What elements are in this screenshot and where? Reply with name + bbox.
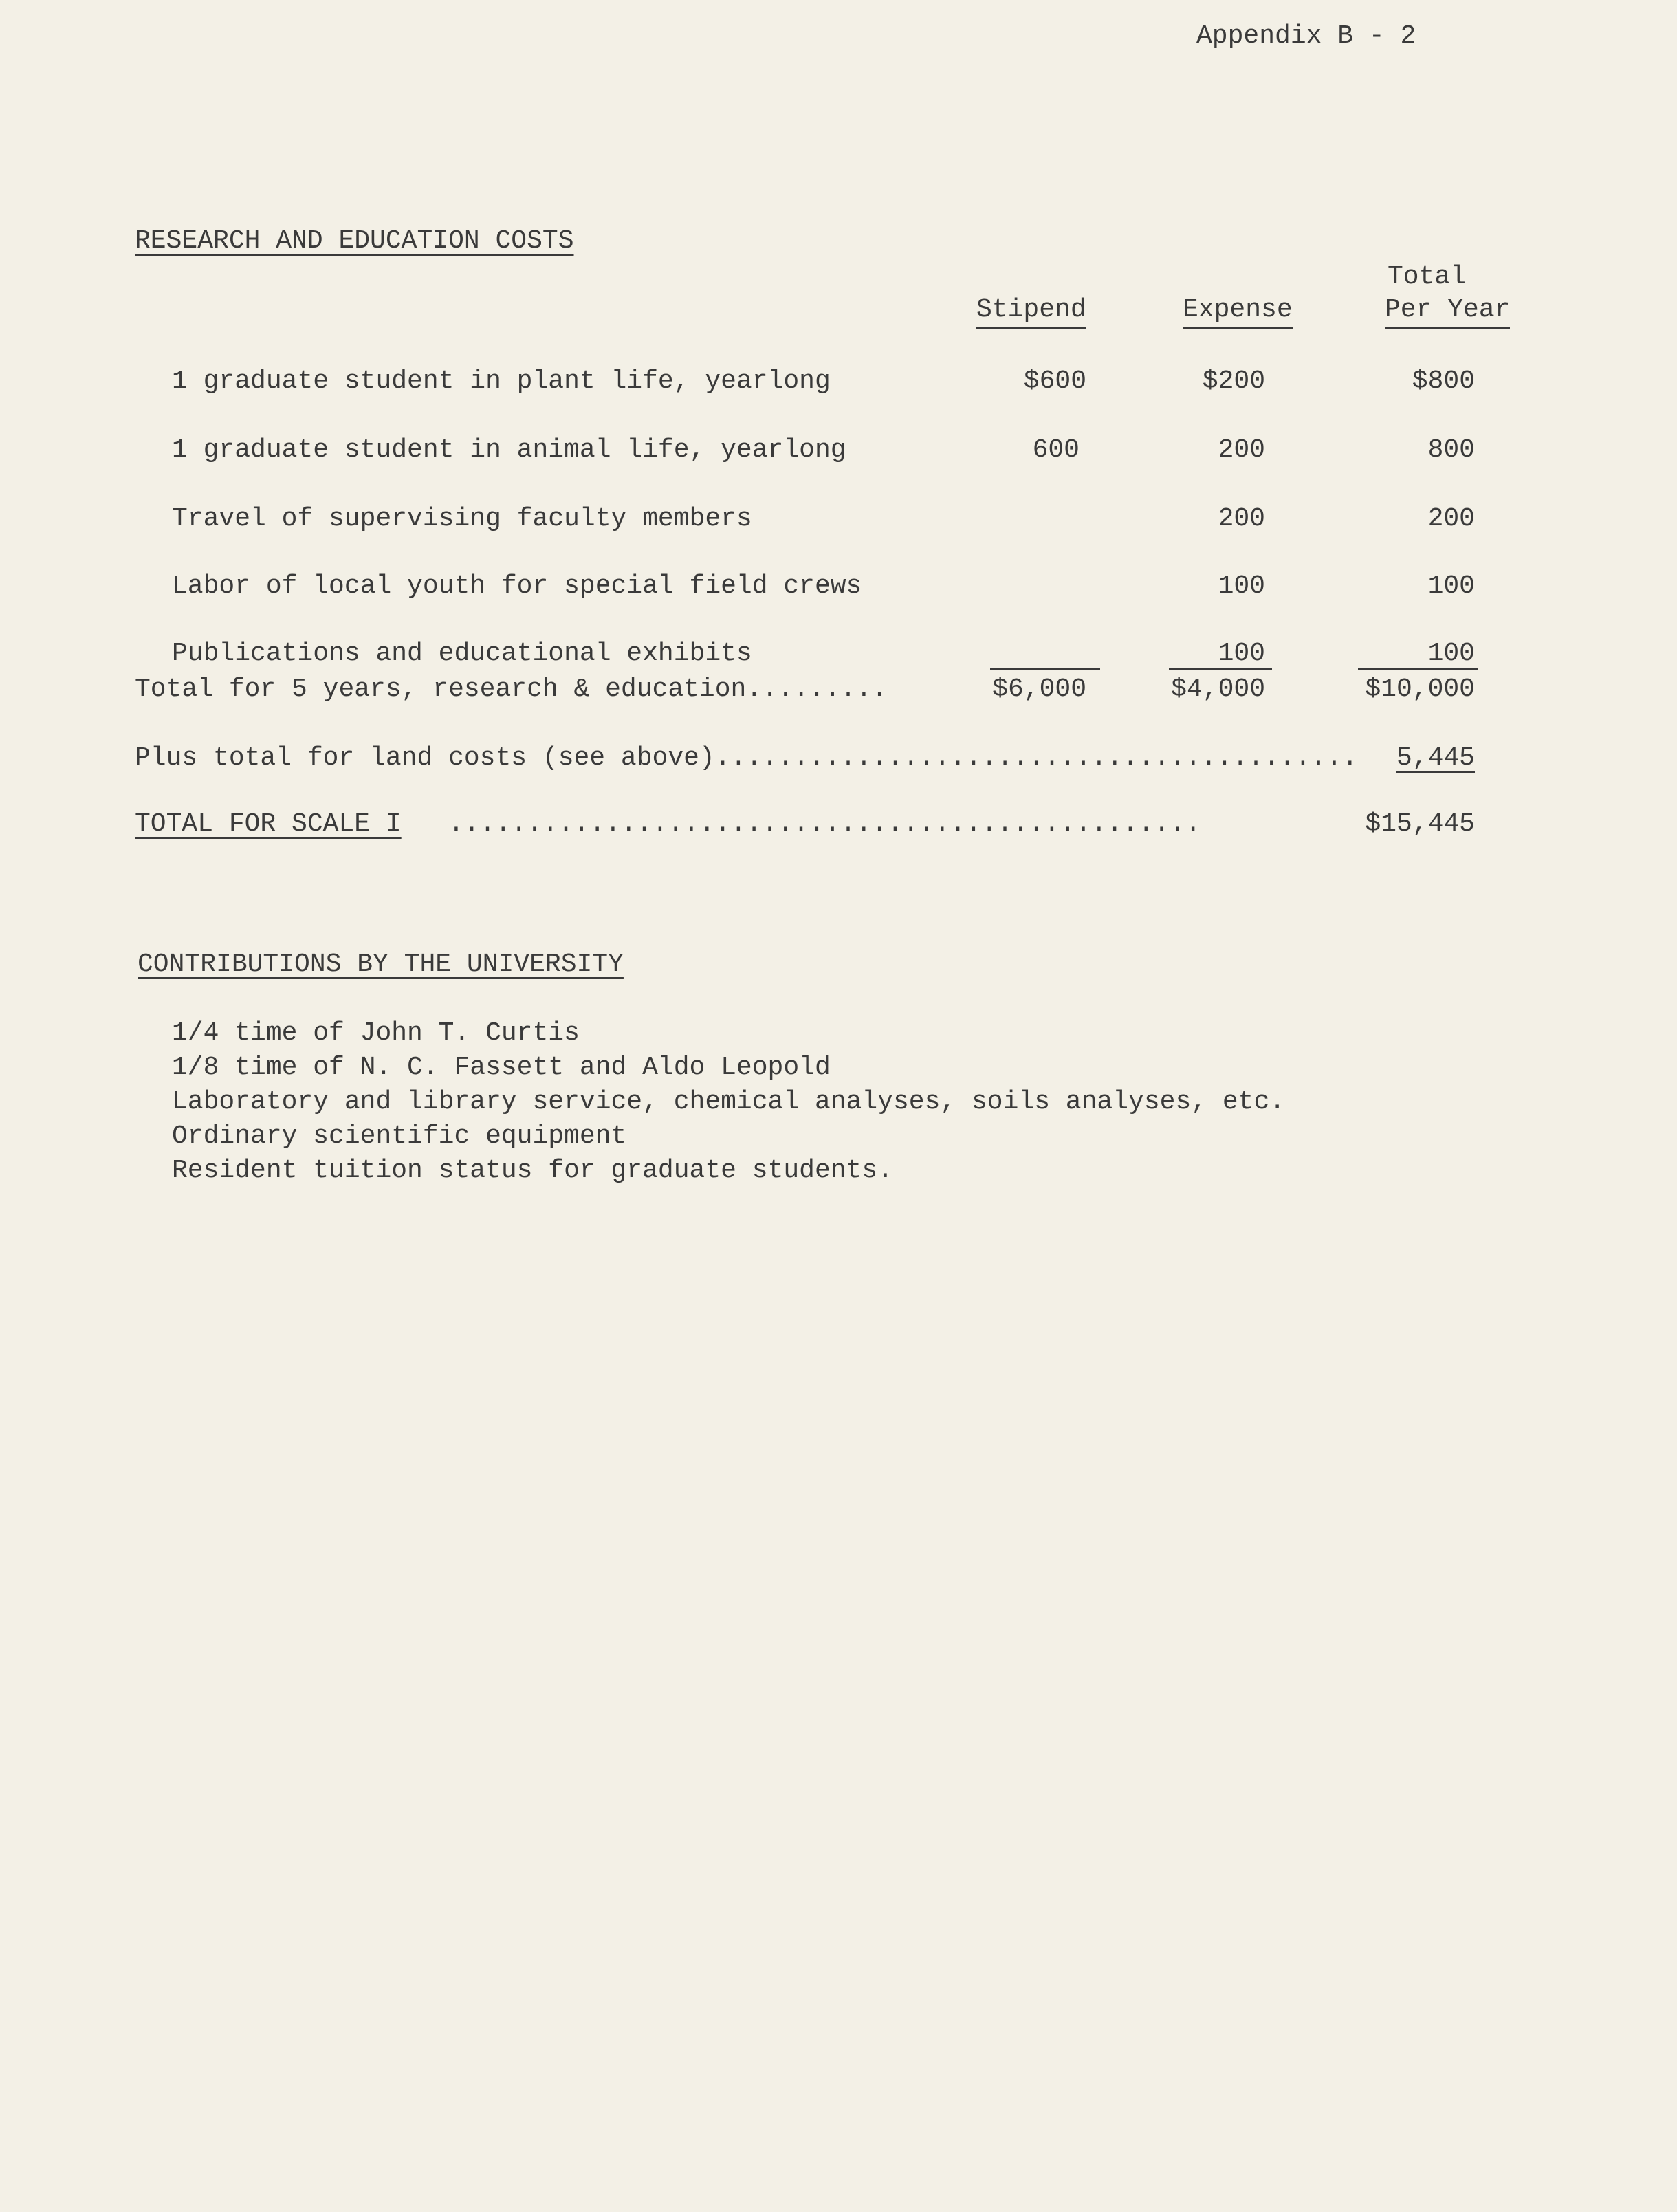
expense-subtotal-rule [1169, 668, 1272, 670]
row-stipend: $600 [1023, 366, 1086, 396]
row-total: 100 [1427, 571, 1475, 601]
row-label: 1 graduate student in animal life, yearlong [172, 435, 846, 465]
appendix-label: Appendix B - 2 [1196, 21, 1416, 51]
row-expense: 200 [1218, 435, 1265, 465]
contribution-item: Ordinary scientific equipment [172, 1121, 627, 1151]
contribution-item: 1/8 time of N. C. Fassett and Aldo Leopold [172, 1053, 831, 1082]
row-expense: 100 [1218, 571, 1265, 601]
research-section-title: RESEARCH AND EDUCATION COSTS [135, 226, 574, 256]
five-year-total-stipend: $6,000 [992, 675, 1086, 704]
row-label: Publications and educational exhibits [172, 639, 752, 668]
row-total: 100 [1427, 639, 1475, 668]
row-total: $800 [1412, 366, 1475, 396]
scale-total-label: TOTAL FOR SCALE I [135, 809, 402, 839]
total-subtotal-rule [1358, 668, 1478, 670]
column-header-expense: Expense [1183, 297, 1293, 329]
contribution-item: 1/4 time of John T. Curtis [172, 1018, 580, 1048]
five-year-total-expense: $4,000 [1171, 675, 1265, 704]
row-expense: 100 [1218, 639, 1265, 668]
row-label: Labor of local youth for special field crews [172, 571, 862, 601]
scale-total-value: $15,445 [1365, 809, 1475, 839]
row-stipend: 600 [1032, 435, 1079, 465]
column-header-stipend: Stipend [976, 297, 1086, 329]
row-label: Travel of supervising faculty members [172, 504, 752, 534]
column-header-total-line1: Total [1388, 262, 1467, 292]
five-year-total-label: Total for 5 years, research & education......... [135, 675, 888, 704]
row-expense: $200 [1202, 366, 1265, 396]
land-costs-label: Plus total for land costs (see above)......................................... [135, 743, 1358, 773]
contribution-item: Resident tuition status for graduate students. [172, 1156, 893, 1185]
row-total: 200 [1427, 504, 1475, 534]
row-total: 800 [1427, 435, 1475, 465]
column-header-total-line2: Per Year [1385, 297, 1510, 329]
contribution-item: Laboratory and library service, chemical analyses, soils analyses, etc. [172, 1087, 1286, 1117]
row-label: 1 graduate student in plant life, yearlong [172, 366, 831, 396]
stipend-subtotal-rule [990, 668, 1100, 670]
scale-total-dots: ................................................ [448, 809, 1201, 839]
land-costs-value: 5,445 [1396, 743, 1475, 773]
five-year-total-total: $10,000 [1365, 675, 1475, 704]
row-expense: 200 [1218, 504, 1265, 534]
contributions-section-title: CONTRIBUTIONS BY THE UNIVERSITY [138, 950, 624, 979]
